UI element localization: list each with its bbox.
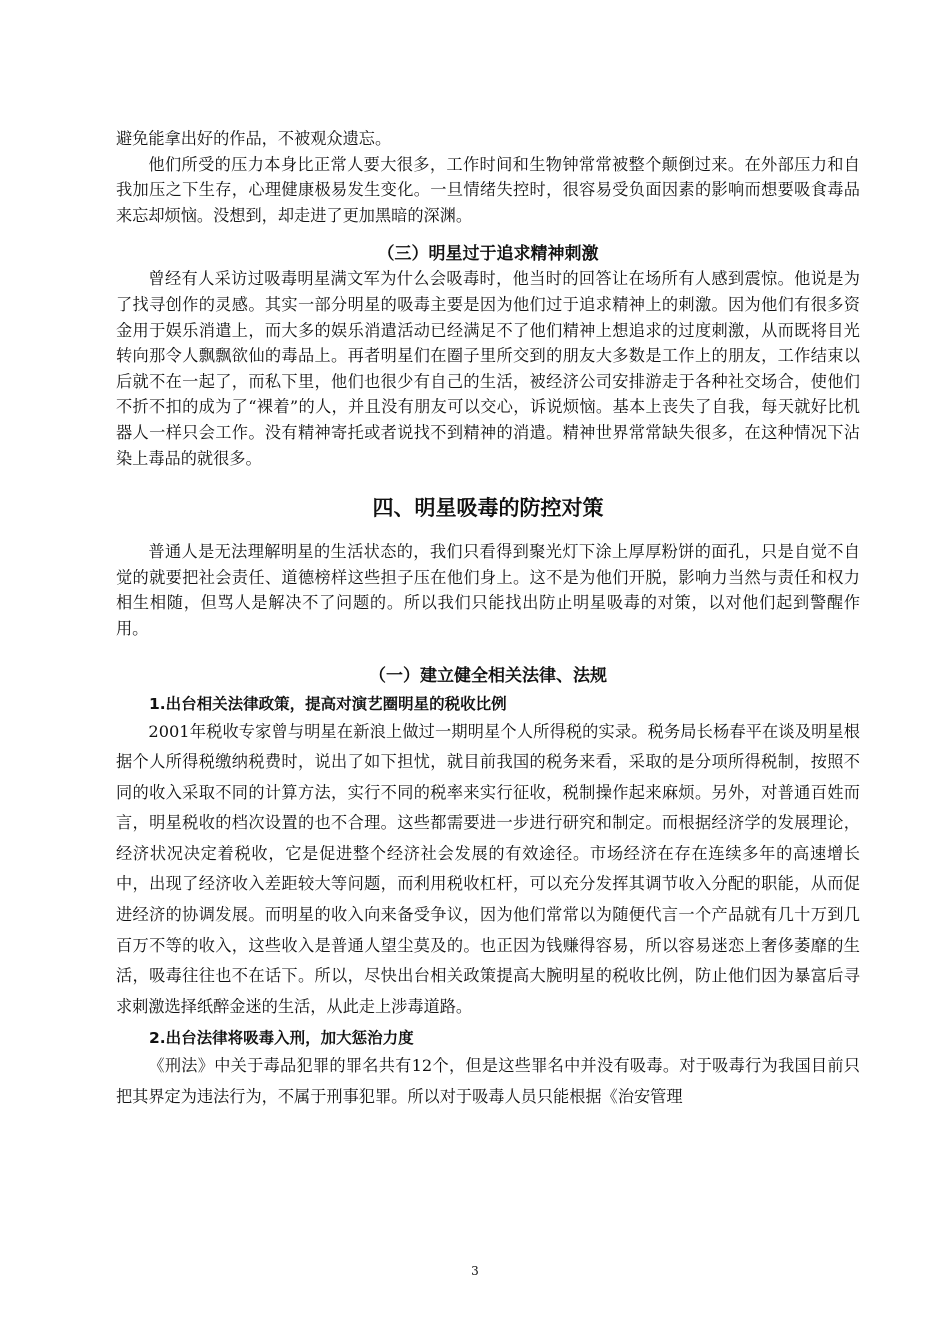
paragraph-stimulation: 曾经有人采访过吸毒明星满文军为什么会吸毒时，他当时的回答让在场所有人感到震惊。他说是为了找寻创作的灵感。其实一部分明星的吸毒主要是因为他们过于追求精神上的刺激。因为他们有很多资金用于娱乐消遣上，而大多的娱乐消遣活动已经满足不了他们精神上想追求的过度刺激，从而既将目光转向那令人飘飘欲仙的毒品上。再者明星们在圈子里所交到的朋友大多数是工作上的朋友，工作结束以后就不在一起了，而私下里，他们也很少有自己的生活，被经济公司安排游走于各种社交场合，使他们不折不扣的成为了“裸着”的人，并且没有朋友可以交心，诉说烦恼。基本上丧失了自我，每天就好比机器人一样只会工作。没有精神寄托或者说找不到精神的消遣。精神世界常常缺失很多，在这种情况下沾染上毒品的就很多。: [116, 269, 860, 468]
paragraph-intro-end: 避免能拿出好的作品，不被观众遗忘。: [116, 129, 392, 148]
page-number: 3: [471, 1264, 479, 1278]
paragraph-criminal-law: 《刑法》中关于毒品犯罪的罪名共有12个，但是这些罪名中并没有吸毒。对于吸毒行为我国目前只把其界定为违法行为，不属于刑事犯罪。所以对于吸毒人员只能根据《治安管理: [116, 1056, 860, 1107]
paragraph-pressure: 他们所受的压力本身比正常人要大很多，工作时间和生物钟常常被整个颠倒过来。在外部压力和自我加压之下生存，心理健康极易发生变化。一旦情绪失控时，很容易受负面因素的影响而想要吸食毒品来忘却烦恼。没想到，却走进了更加黑暗的深渊。: [116, 154, 860, 225]
subsection-title-one: 1.出台相关法律政策，提高对演艺圈明星的税收比例: [149, 694, 507, 713]
paragraph-tax: 2001年税收专家曾与明星在新浪上做过一期明星个人所得税的实录。税务局长杨春平在谈及明星根据个人所得税缴纳税费时，说出了如下担忧，就目前我国的税务来看，采取的是分项所得税制，按照不同的收入采取不同的计算方法，实行不同的税率来实行征收，税制操作起来麻烦。另外，对普通百姓而言，明星税收的档次设置的也不合理。这些都需要进一步进行研究和制定。而根据经济学的发展理论，经济状况决定着税收，它是促进整个经济社会发展的有效途径。市场经济在存在连续多年的高速增长中，出现了经济收入差距较大等问题，而利用税收杠杆，可以充分发挥其调节收入分配的职能，从而促进经济的协调发展。而明星的收入向来备受争议，因为他们常常以为随便代言一个产品就有几十万到几百万不等的收入，这些收入是普通人望尘莫及的。也正因为钱赚得容易，所以容易迷恋上奢侈萎靡的生活，吸毒往往也不在话下。所以，尽快出台相关政策提高大腕明星的税收比例，防止他们因为暴富后寻求刺激选择纸醉金迷的生活，从此走上涉毒道路。: [116, 721, 860, 1016]
subsection-title-two: 2.出台法律将吸毒入刑，加大惩治力度: [149, 1029, 414, 1048]
paragraph-ordinary-people: 普通人是无法理解明星的生活状态的，我们只看得到聚光灯下涂上厚厚粉饼的面孔，只是自觉不自觉的就要把社会责任、道德榜样这些担子压在他们身上。这不是为他们开脱，影响力当然与责任和权力相生相随，但骂人是解决不了问题的。所以我们只能找出防止明星吸毒的对策，以对他们起到警醒作用。: [116, 542, 860, 638]
section-title-one: （一）建立健全相关法律、法规: [369, 665, 607, 686]
chapter-title-four: 四、明星吸毒的防控对策: [372, 496, 604, 521]
section-title-three: （三）明星过于追求精神刺激: [377, 244, 599, 265]
page-body: [116, 126, 860, 1113]
